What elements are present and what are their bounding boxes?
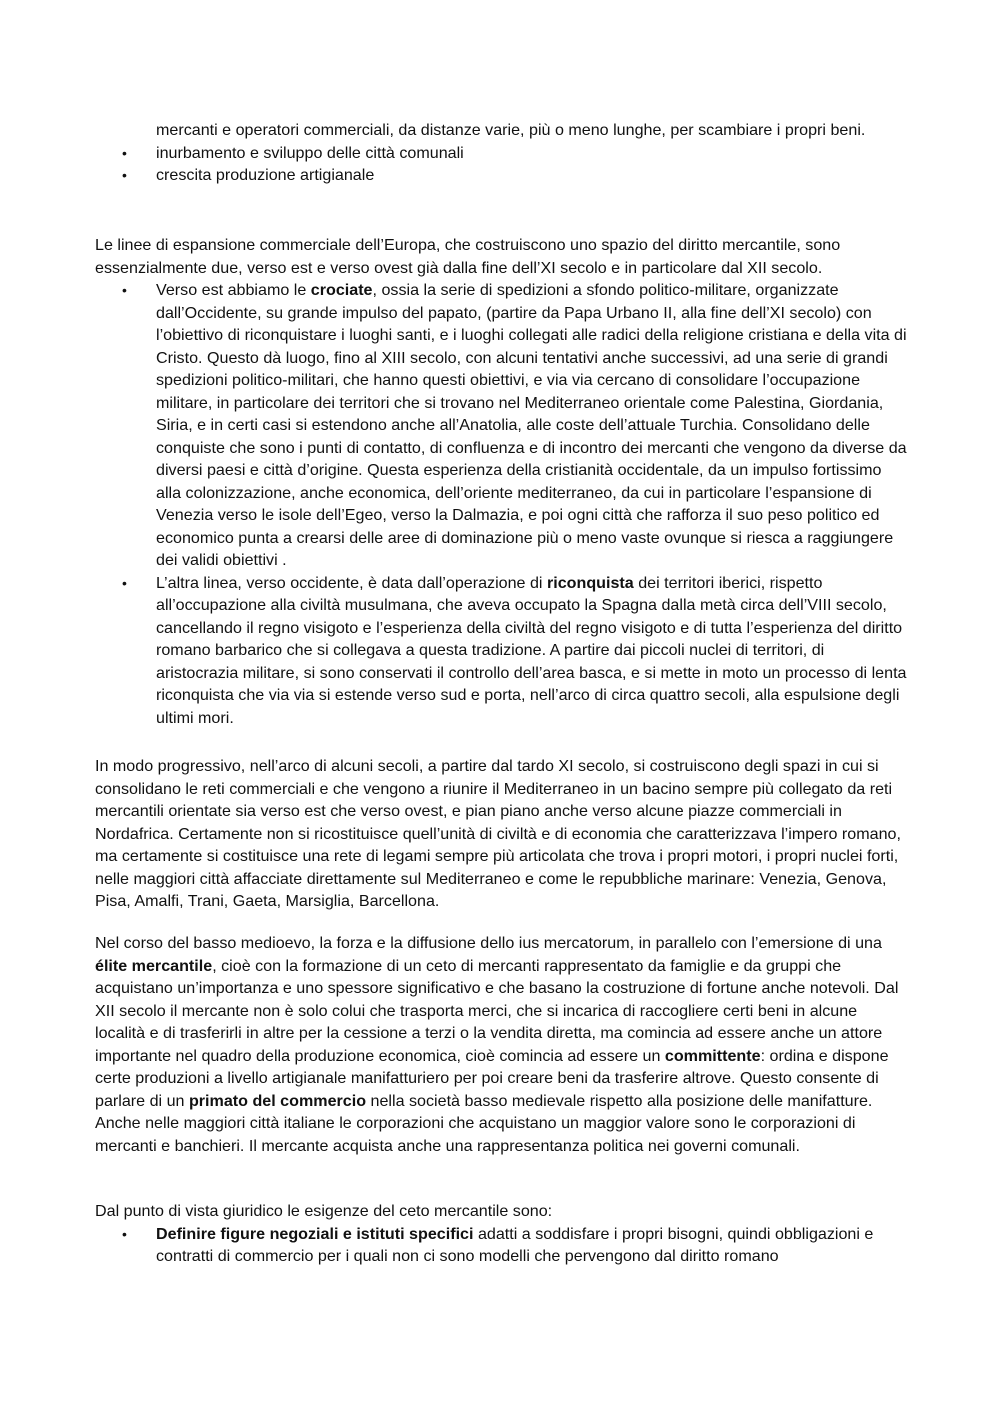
elite-text-4: nella società basso medievale rispetto alla posizione delle manifatture. Anche nelle maggiori città italiane le corporazioni che acquistano un maggior valore sono le corporazioni di mercanti e banchieri. Il mercante acquista anche una rappresentanza politica nei governi comunali. xyxy=(95,1091,873,1155)
expansion-paragraph: Le linee di espansione commerciale dell’Europa, che costruiscono uno spazio del diritto mercantile, sono essenzialmente due, verso est e verso ovest già dalla fine dell’XI secolo e in particolare dal XII secolo. xyxy=(95,236,841,277)
elite-text-2: , cioè con la formazione di un ceto di mercanti rappresentato da famiglie e da gruppi che acquistano un’importanza e uno spessore significativo e che basano la costruzione di fortune anche notevoli. Dal XII secolo il mercante non è solo colui che trasporta merci, che si incarica di raccogliere certi beni in alcune località e di trasferirli in altre per la cessione a terzi o la vendita diretta, ma comincia ad essere anche un attore importante nel quadro della produzione economica, cioè comincia ad essere un xyxy=(95,956,899,1065)
west-text-before: L’altra linea, verso occidente, è data dall’operazione di xyxy=(156,573,547,592)
east-text-after: , ossia la serie di spedizioni a sfondo politico-militare, organizzate dall’Occidente, su grande impulso del papato, (partire da Papa Urbano II, alla fine dell’XI secolo) con l’obiettivo di riconquistare i luoghi santi, e i luoghi collegati alle radici della religione cristiana e della vita di Cristo. Questo dà luogo, fino al XIII secolo, con alcuni tentativi anche successivi, ad una serie di grandi spedizioni politico-militari, che hanno questi obiettivi, e via via cercano di consolidare l’occupazione militare, in particolare dei territori che si trovano nel Mediterraneo orientale come Palestina, Giordania, Siria, e in certi casi si estendono anche all’Anatolia, alle coste dell’attuale Turchia. Consolidano delle conquiste che sono i punti di contatto, di confluenza e di incontro dei mercanti che vengono da diverse da diversi paesi e città d’origine. Questa esperienza della cristianità occidentale, da un impulso fortissimo alla colonizzazione, anche economica, dell’oriente mediterraneo, da cui in particolare l’espansione di Venezia verso le isole dell’Egeo, verso la Dalmazia, e poi ogni città che rafforza il suo peso politico ed economico punta a crearsi delle aree di dominazione più o meno vaste ovunque si riesca a raggiungere dei validi obiettivi . xyxy=(156,281,907,569)
needs-keyword: Definire figure negoziali e istituti specifici xyxy=(156,1224,474,1243)
bullet-icon: • xyxy=(122,282,127,298)
bullet-text: inurbamento e sviluppo delle città comunali xyxy=(156,143,464,162)
elite-text-3: : ordina e dispone certe produzioni a livello artigianale manifatturiero per poi creare beni da trasferire altrove. Questo consente di parlare di un xyxy=(95,1046,889,1110)
bullet-item-east xyxy=(95,279,910,572)
mediterranean-paragraph: In modo progressivo, nell’arco di alcuni secoli, a partire dal tardo XI secolo, si costruiscono degli spazi in cui si consolidano le reti commerciali e che vengono a riunire il Mediterraneo in un bacino sempre più collegato da reti mercantili orientate sia verso est che verso ovest, e pian piano anche verso alcune piazze commerciali in Nordafrica. Certamente non si ricostituisce quell’unità di civiltà e di economia che caratterizzava l’impero romano, ma certamente si costituisce una rete di legami sempre più articolata che trova i propri motori, i propri nuclei forti, nelle maggiori città affacciate direttamente sul Mediterraneo e come le repubbliche marinare: Venezia, Genova, Pisa, Amalfi, Trani, Gaeta, Marsiglia, Barcellona. xyxy=(95,757,901,910)
elite-keyword: élite mercantile xyxy=(95,956,213,975)
bullet-text: crescita produzione artigianale xyxy=(156,166,375,184)
intro-bullet-list xyxy=(95,142,910,187)
committente-keyword: committente xyxy=(664,1046,761,1065)
primato-keyword: primato del commercio xyxy=(188,1091,367,1110)
bullet-icon: • xyxy=(122,574,127,591)
bullet-item xyxy=(95,164,910,187)
mediterranean-section xyxy=(95,755,910,913)
continuation-text: mercanti e operatori commerciali, da distanze varie, più o meno lunghe, per scambiare i propri beni. xyxy=(156,121,866,139)
west-text-after: dei territori iberici, rispetto all’occupazione alla civiltà musulmana, che aveva occupato la Spagna dalla metà circa dell’VIII secolo, cancellando il regno visigoto e l’esperienza della civiltà del regno visigoto e di tutta l’esperienza del diritto romano barbarico che si collegava a questa tradizione. A partire dai piccoli nuclei di territori, di aristocrazia militare, si sono conservati il controllo dell’area basca, e si mette in moto un processo di lenta riconquista che via via si estende verso sud e porta, nell’arco di circa quattro secoli, alla espulsione degli ultimi mori. xyxy=(156,573,907,727)
bullet-icon: • xyxy=(122,1225,127,1242)
needs-intro: Dal punto di vista giuridico le esigenze del ceto mercantile sono: xyxy=(95,1202,553,1220)
bullet-item xyxy=(95,142,910,165)
east-keyword: crociate xyxy=(310,281,373,299)
west-keyword: riconquista xyxy=(546,573,634,592)
east-text-before: Verso est abbiamo le xyxy=(156,281,311,299)
bullet-item-west xyxy=(95,572,910,730)
bullet-icon: • xyxy=(122,167,127,183)
needs-text: adatti a soddisfare i propri bisogni, quindi obbligazioni e contratti di commercio per i quali non ci sono modelli che pervengono dal diritto romano xyxy=(156,1224,874,1265)
needs-bullet-list xyxy=(95,1223,910,1268)
needs-section xyxy=(95,1200,910,1268)
bullet-item xyxy=(95,1223,910,1268)
bullet-icon: • xyxy=(122,144,127,161)
elite-paragraph xyxy=(95,932,910,1157)
intro-section xyxy=(95,119,910,187)
elite-text-1: Nel corso del basso medioevo, la forza e la diffusione dello ius mercatorum, in parallelo con l’emersione di una xyxy=(95,934,882,952)
expansion-section xyxy=(95,234,910,729)
expansion-bullet-list xyxy=(95,279,910,729)
elite-section xyxy=(95,932,910,1157)
